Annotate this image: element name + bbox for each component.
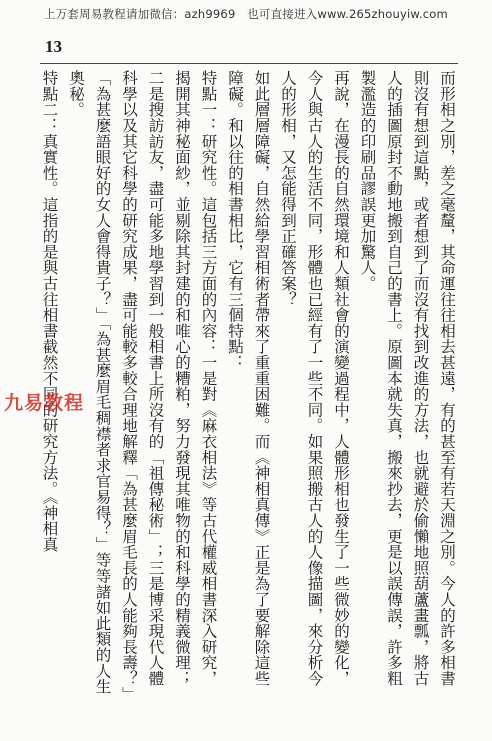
header-rule <box>40 63 458 64</box>
paragraph: 如此層層障礙，自然給學習相術者帶來了重重困難。而《神相真傳》正是為了要解除這些障礙。和以往的相書相比，它有三個特點： <box>226 70 271 687</box>
paragraph: 特點二：真實性。這指的是與古往相書截然不同的研究方法。《神相真 <box>40 70 59 553</box>
vertical-body-text <box>40 70 460 700</box>
paragraph: 而形相之別，差之毫釐，其命運往往相去甚遠，有的甚至有若天淵之別。今人的許多相書則沒有想到這點，或者想到了而沒有找到改進的方法，也就避於偷懶地照葫蘆畫瓢，將古人的插圖原封不動地搬到自己的書上。原圖本就失真，搬來抄去，更是以誤傳誤，許多粗製濫造的印刷品謬誤更加驚人。 <box>358 70 456 687</box>
paragraph: 再說，在漫長的自然環境和人類社會的演變過程中，人體形相也發生了一些微妙的變化，今人與古人的生活不同，形體也已經有了一些不同。如果照搬古人的人像描圖，來分析今人的形相，又怎能得到正確答案？ <box>279 70 350 687</box>
watermark-header: 上万套周易教程请加微信：azh9969 也可直接进入www.265zhouyiw.com <box>44 7 448 21</box>
brand-stamp: 九易教程 <box>4 392 85 414</box>
paragraph: 特點一：研究性。這包括三方面的內容：一是對《麻衣相法》等古代權威相書深入研究，揭開其神秘面紗，並剔除其封建的和唯心的糟粕，努力發現其唯物的和科學的精義微理；二是搜訪訪友，盡可能多地學習到一般相書上所沒有的「祖傳秘術」；三是博采現代人體科學以及其它科學的研究成果，盡可能較多較合理地解釋「為甚麼眉毛長的人能夠長壽？」「為甚麼語眼好的女人會得貴子？」「為甚麼眉毛稠襟者求官易得？」等等諸如此類的人生奧秘。 <box>67 70 218 695</box>
page-number: 13 <box>45 37 62 56</box>
